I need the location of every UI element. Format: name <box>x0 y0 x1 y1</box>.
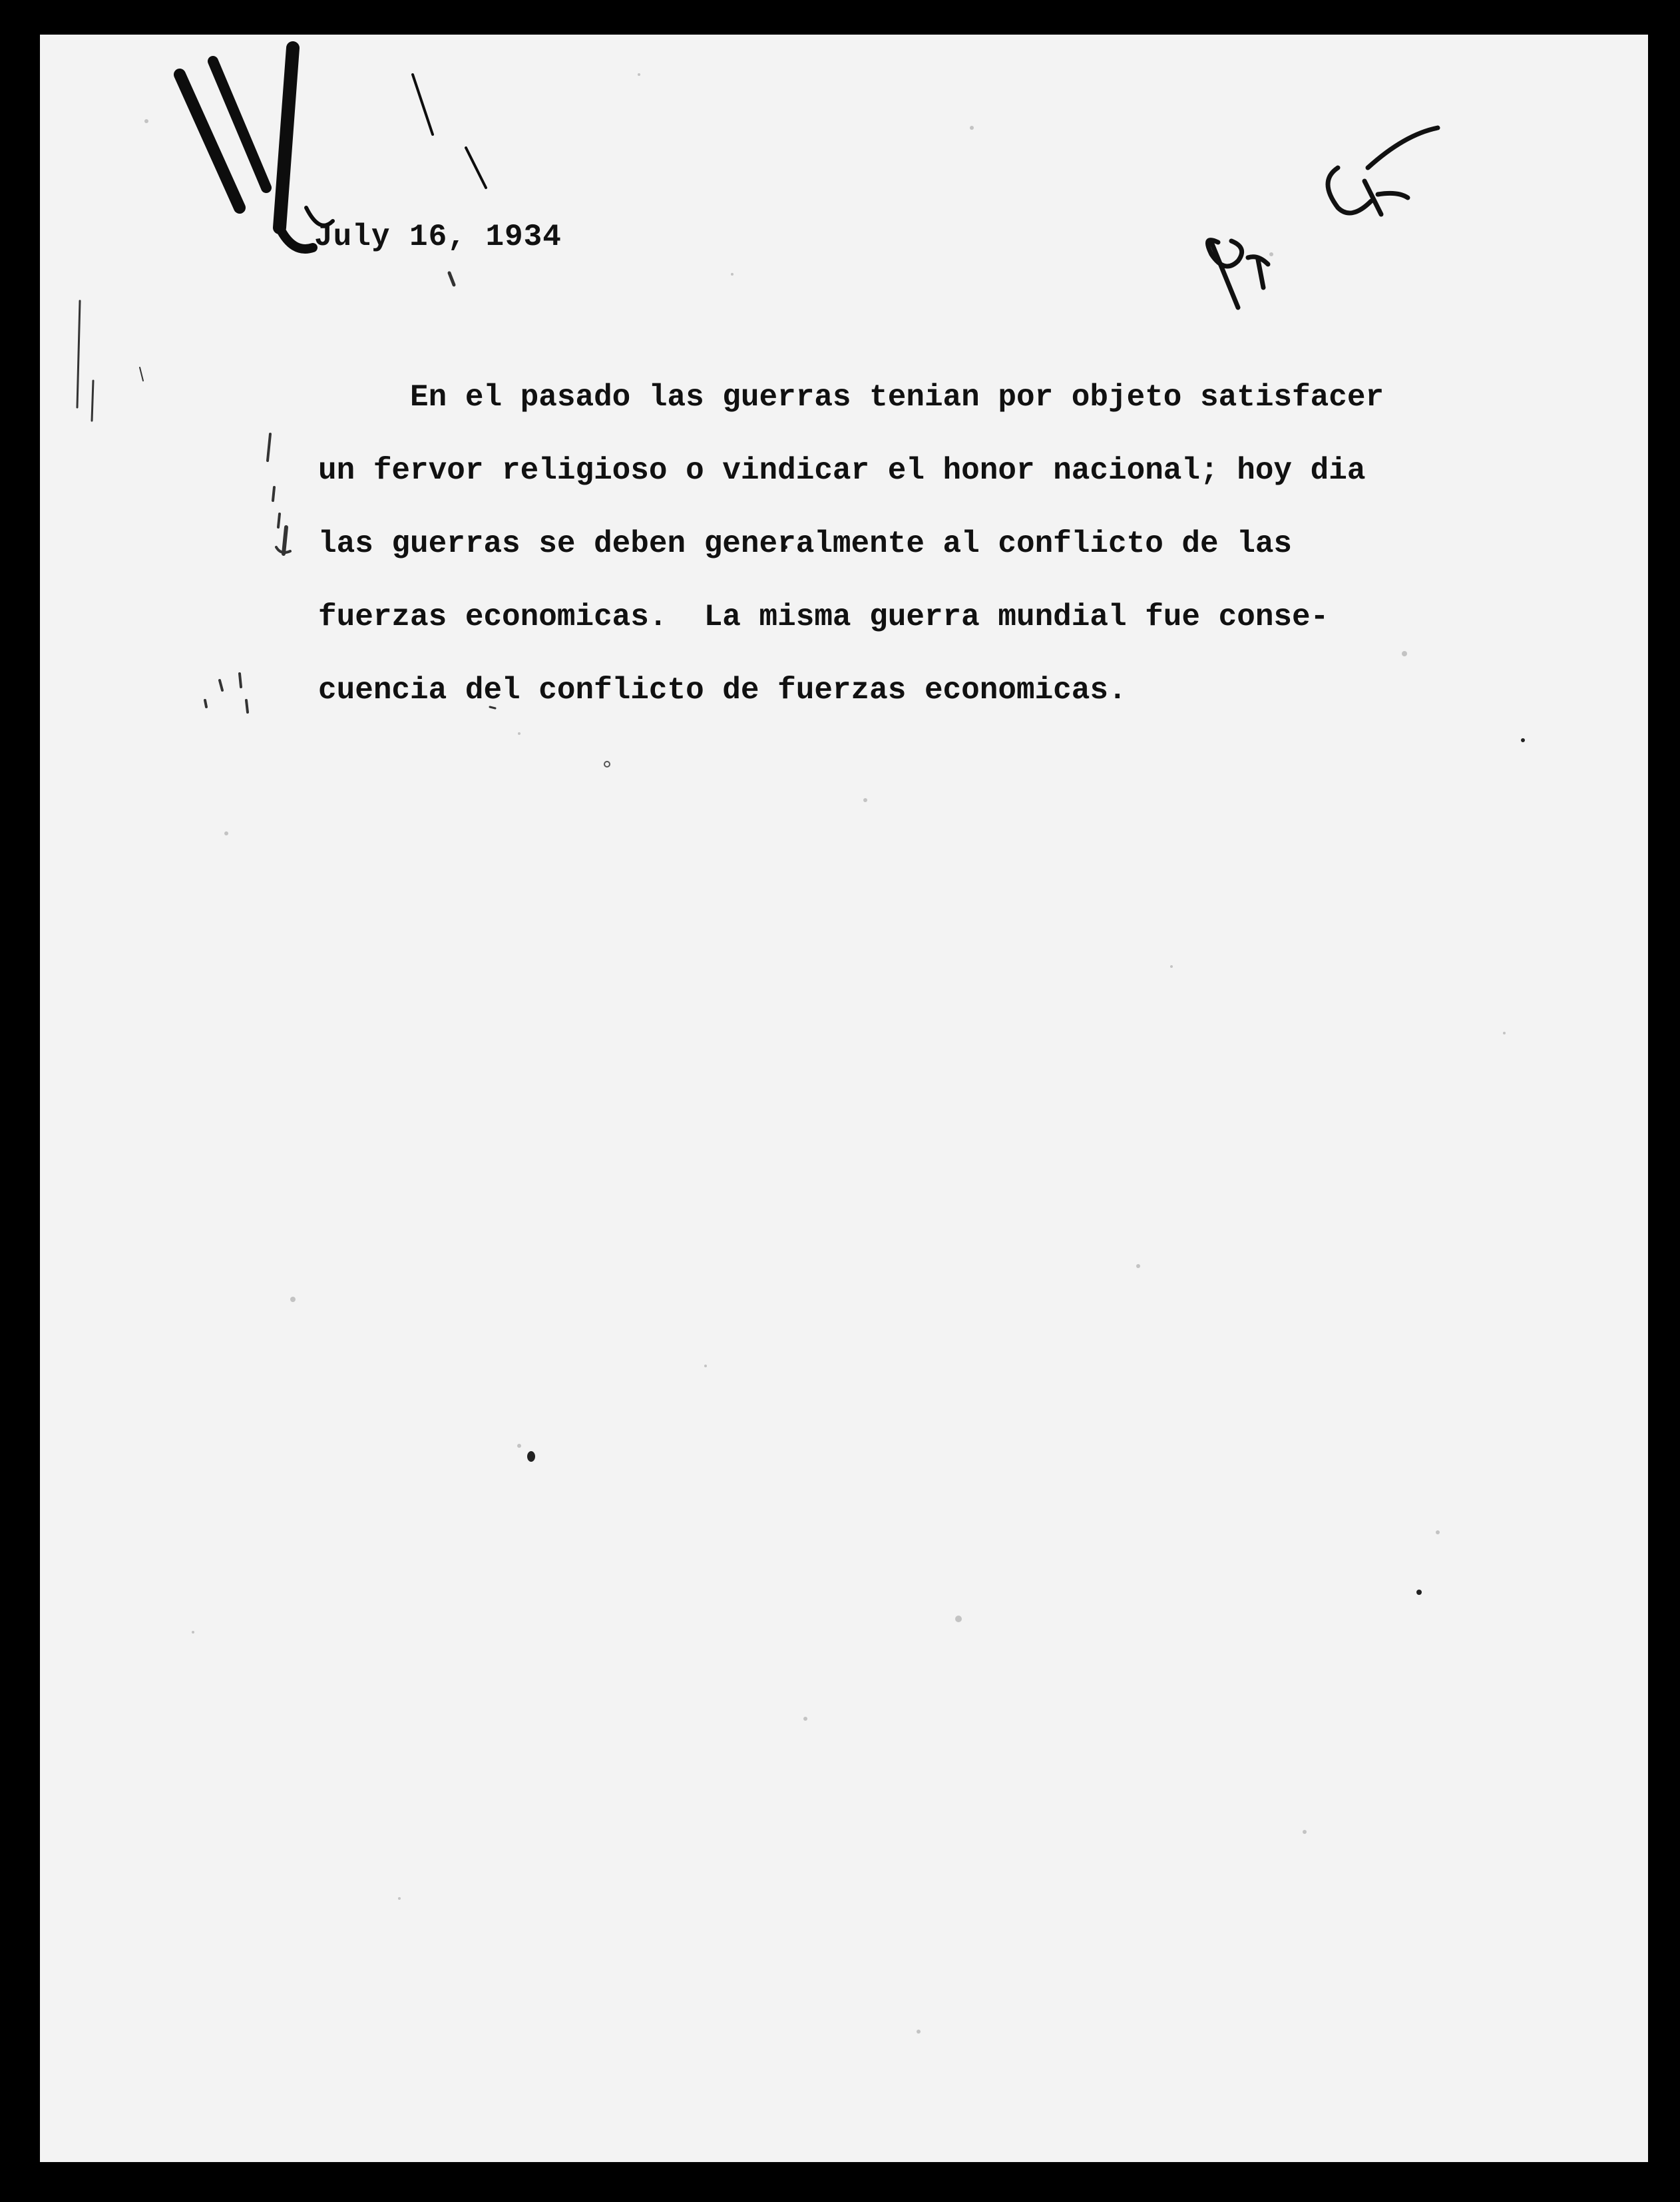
paragraph-line: las guerras se deben generalmente al conflicto de las <box>318 527 1293 561</box>
handwritten-check-mark <box>180 48 486 249</box>
typed-paragraph <box>318 361 1583 727</box>
paragraph-line: cuencia del conflicto de fuerzas economicas. <box>318 673 1127 708</box>
paragraph-line: En el pasado las guerras tenian por objeto satisfacer <box>318 380 1384 415</box>
handwritten-initials <box>1207 128 1438 308</box>
document-date: July 16, 1934 <box>314 220 562 254</box>
document-page <box>40 35 1648 2162</box>
handwritten-marks <box>40 35 1648 2162</box>
paragraph-line: fuerzas economicas. La misma guerra mundial fue conse- <box>318 600 1329 634</box>
paragraph-line: un fervor religioso o vindicar el honor nacional; hoy dia <box>318 453 1366 488</box>
